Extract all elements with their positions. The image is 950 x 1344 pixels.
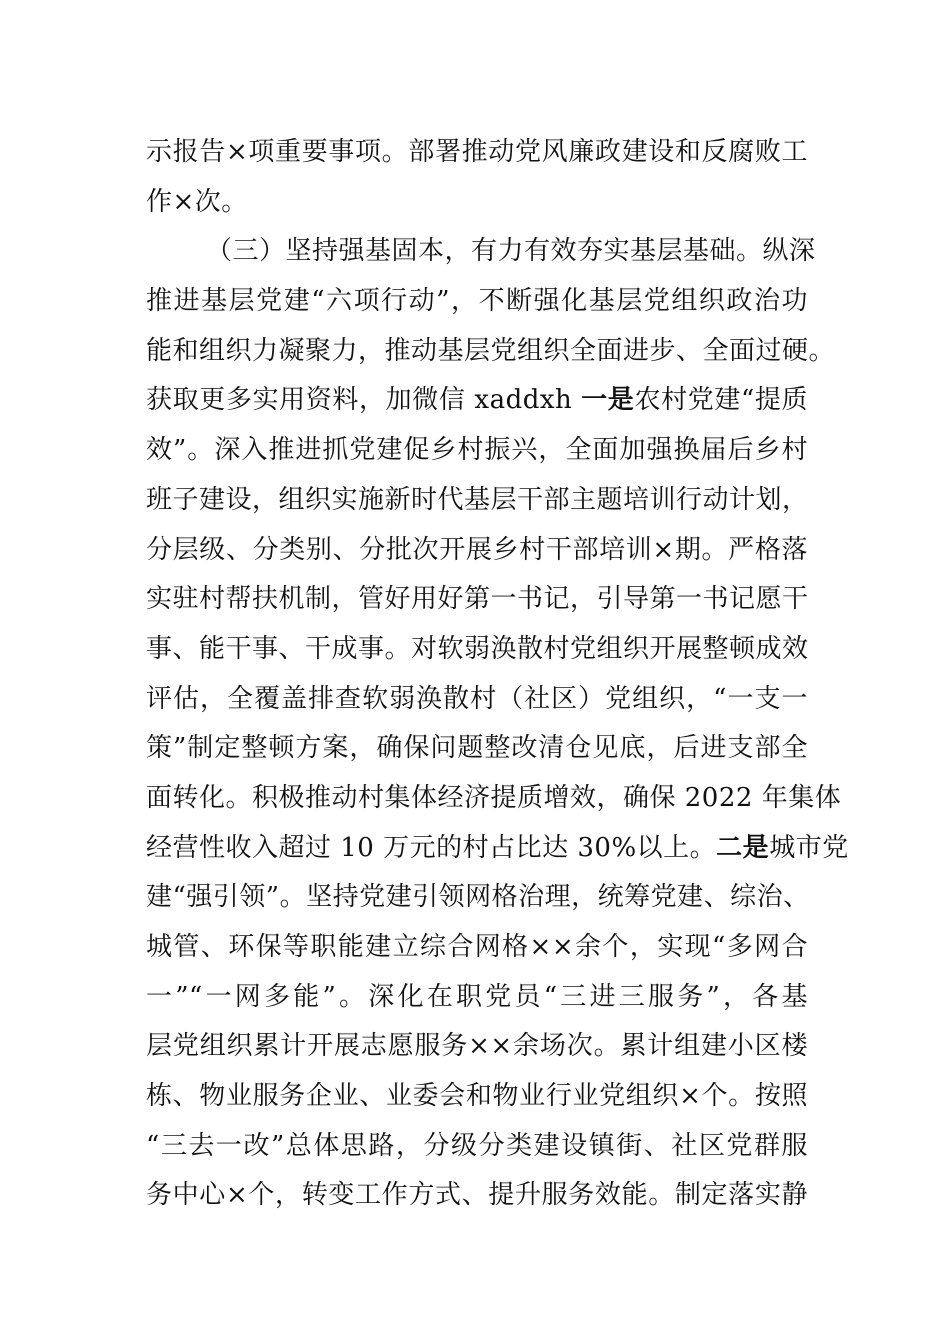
text-segment: 经营性收入超过 10 万元的村占比达 30%以上。	[146, 832, 717, 863]
text-line	[146, 376, 808, 426]
section-heading-line: （三）坚持强基固本，有力有效夯实基层基础。纵深	[206, 236, 816, 267]
text-line: 策”制定整顿方案，确保问题整改清仓见底，后进支部全	[146, 733, 808, 764]
text-line: 分层级、分类别、分批次开展乡村干部培训×期。严格落	[146, 534, 808, 565]
text-segment: 城市党	[769, 832, 849, 863]
text-line: 建“强引领”。坚持党建引领网格治理，统筹党建、综治、	[146, 882, 810, 913]
text-segment: 农村党建“提质	[634, 385, 808, 416]
text-segment: 获取更多实用资料，加微信 xaddxh	[146, 385, 582, 416]
text-line: 实驻村帮扶机制，管好用好第一书记，引导第一书记愿干	[146, 584, 809, 615]
text-line: 城管、环保等职能建立综合网格××余个，实现“多网合	[146, 932, 808, 962]
text-line: 推进基层党建“六项行动”，不断强化基层党组织政治功	[146, 286, 808, 317]
text-line	[146, 824, 849, 874]
text-line: 务中心×个，转变工作方式、提升服务效能。制定落实静	[146, 1180, 808, 1211]
text-line: 效”。深入推进抓党建促乡村振兴，全面加强换届后乡村	[146, 435, 808, 466]
text-line: 能和组织力凝聚力，推动基层党组织全面进步、全面过硬。	[146, 335, 836, 366]
body-text	[146, 128, 849, 1221]
text-line: 一”“一网多能”。深化在职党员“三进三服务”，各基	[146, 981, 808, 1012]
text-line: 评估，全覆盖排查软弱涣散村（社区）党组织，“一支一	[146, 683, 808, 714]
text-line: 事、能干事、干成事。对软弱涣散村党组织开展整顿成效	[146, 633, 809, 664]
bold-marker: 一是	[581, 385, 635, 416]
text-line: “三去一改”总体思路，分级分类建设镇街、社区党群服	[146, 1130, 808, 1161]
text-line: 作×次。	[146, 186, 248, 217]
text-line: 班子建设，组织实施新时代基层干部主题培训行动计划，	[146, 484, 809, 515]
text-line: 层党组织累计开展志愿服务××余场次。累计组建小区楼	[146, 1031, 808, 1062]
text-line: 面转化。积极推动村集体经济提质增效，确保 2022 年集体	[146, 782, 842, 813]
text-line: 栋、物业服务企业、业委会和物业行业党组织×个。按照	[146, 1081, 808, 1112]
text-line: 示报告×项重要事项。部署推动党风廉政建设和反腐败工	[146, 137, 808, 167]
bold-marker: 二是	[716, 832, 770, 863]
